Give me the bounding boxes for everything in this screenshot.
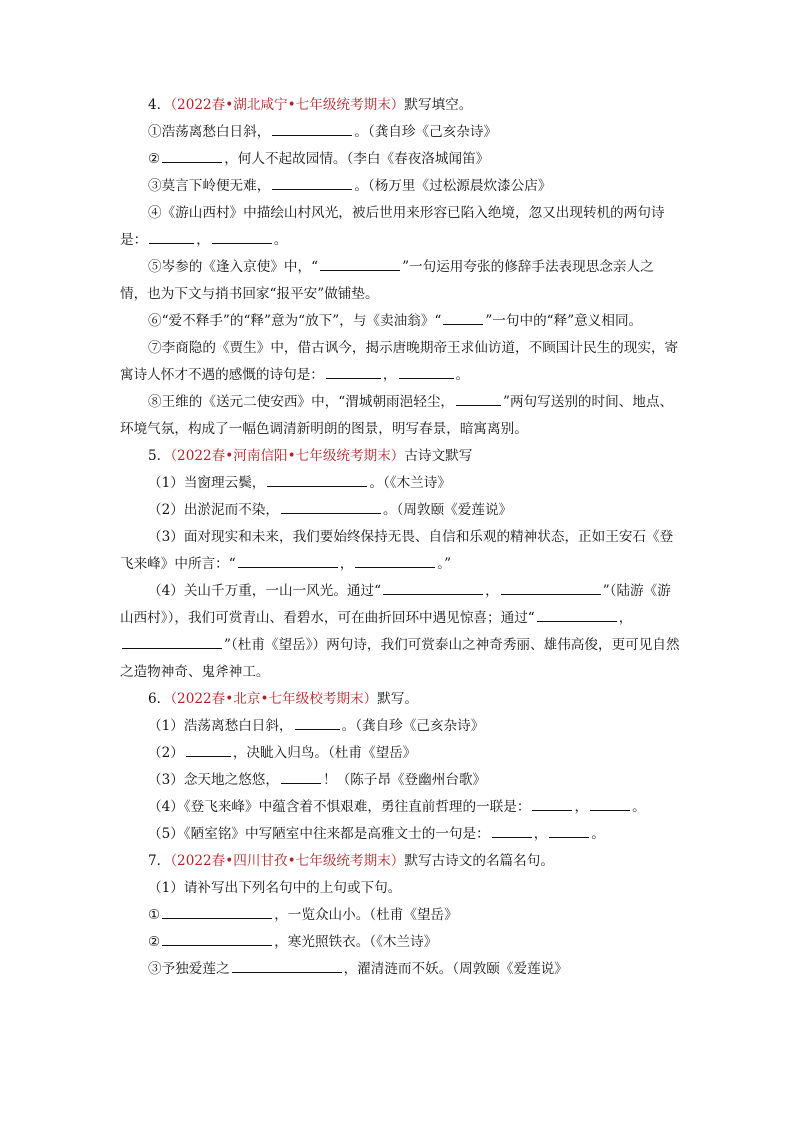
question-instruction: 默写。 xyxy=(377,691,418,707)
q6-item-5: （5）《陋室铭》中写陋室中往来都是高雅文士的一句是： ， 。 xyxy=(120,821,680,848)
question-number: 4． xyxy=(148,97,171,113)
answer-blank[interactable] xyxy=(272,175,352,190)
q4-item-7: ⑦李商隐的《贾生》中，借古讽今，揭示唐晚期帝王求仙访道，不顾国计民生的现实，寄寓诗人怀才不遇的感慨的诗句是： ， 。 xyxy=(120,340,679,383)
answer-blank[interactable] xyxy=(281,769,321,784)
answer-blank[interactable] xyxy=(149,229,194,244)
question-source: （2022春•北京•七年级校考期末） xyxy=(170,691,378,707)
question-instruction: 默写填空。 xyxy=(404,97,473,113)
answer-blank[interactable] xyxy=(355,553,435,568)
q5-item-2: （2）出淤泥而不染， 。（周敦颐《爱莲说》 xyxy=(120,497,680,524)
answer-blank[interactable] xyxy=(267,472,367,487)
answer-blank[interactable] xyxy=(383,580,483,595)
question-instruction: 古诗文默写 xyxy=(404,448,473,464)
q5-item-3: （3）面对现实和未来，我们要始终保持无畏、自信和乐观的精神状态，正如王安石《登飞来峰》中所言：“ ， 。” xyxy=(120,529,674,572)
q4-item-3: ③莫言下岭便无难， 。（杨万里《过松源晨炊漆公店》 xyxy=(120,173,680,200)
question-number: 7． xyxy=(148,853,171,869)
answer-blank[interactable] xyxy=(492,823,532,838)
answer-blank[interactable] xyxy=(281,499,381,514)
answer-blank[interactable] xyxy=(320,256,400,271)
answer-blank[interactable] xyxy=(456,391,501,406)
question-source: （2022春•四川甘孜•七年级统考期末） xyxy=(170,853,405,869)
answer-blank[interactable] xyxy=(590,796,630,811)
question-instruction: 默写古诗文的名篇名句。 xyxy=(404,853,554,869)
q4-item-5: ⑤岑参的《逢入京使》中，“ ”一句运用夸张的修辞手法表现思念亲人之情，也为下文与捎书回家“报平安”做铺垫。 xyxy=(120,254,680,308)
q4-item-1: ①浩荡离愁白日斜， 。（龚自珍《己亥杂诗》 xyxy=(120,119,680,146)
answer-blank[interactable] xyxy=(326,364,381,379)
answer-blank[interactable] xyxy=(232,958,342,973)
q7-item-3: ③予独爱莲之 ，濯清涟而不妖。（周敦颐《爱莲说》 xyxy=(120,956,680,983)
question-source: （2022春•湖北咸宁•七年级统考期末） xyxy=(170,97,405,113)
question-4-header xyxy=(120,92,680,119)
question-number: 6． xyxy=(148,691,171,707)
q7-subheading: （1）请补写出下列名句中的上句或下句。 xyxy=(148,880,402,896)
answer-blank[interactable] xyxy=(537,607,617,622)
answer-blank[interactable] xyxy=(549,823,589,838)
question-6-header xyxy=(120,686,680,713)
q6-item-3: （3）念天地之悠悠， ！（陈子昂《登幽州台歌》 xyxy=(120,767,680,794)
q4-item-8: ⑧王维的《送元二使安西》中，“渭城朝雨浥轻尘， ”两句写送别的时间、地点、环境气氛，构成了一幅色调清新明朗的图景，明写春景，暗寓离别。 xyxy=(120,389,680,443)
q6-item-2: （2） ，决眦入归鸟。（杜甫《望岳》 xyxy=(120,740,680,767)
answer-blank[interactable] xyxy=(162,904,272,919)
q6-item-1: （1）浩荡离愁白日斜， 。（龚自珍《己亥杂诗》 xyxy=(120,713,680,740)
question-number: 5． xyxy=(148,448,171,464)
answer-blank[interactable] xyxy=(162,931,272,946)
question-7-header xyxy=(120,848,680,875)
question-list xyxy=(120,92,680,983)
q4-item-4: ④《游山西村》中描绘山村风光，被后世用来形容已陷入绝境，忽又出现转机的两句诗是： ， 。 xyxy=(120,205,665,248)
answer-blank[interactable] xyxy=(532,796,572,811)
answer-blank[interactable] xyxy=(238,553,338,568)
answer-blank[interactable] xyxy=(162,148,222,163)
answer-blank[interactable] xyxy=(122,634,222,649)
answer-blank[interactable] xyxy=(212,229,272,244)
question-source: （2022春•河南信阳•七年级统考期末） xyxy=(170,448,405,464)
q5-item-1: （1）当窗理云鬓， 。（《木兰诗》 xyxy=(120,470,680,497)
q4-item-6: ⑥“爱不释手”的“释”意为“放下”，与《卖油翁》“ ”一句中的“释”意义相同。 xyxy=(120,308,680,335)
question-5-header xyxy=(120,443,680,470)
q6-item-4: （4）《登飞来峰》中蕴含着不惧艰难，勇往直前哲理的一联是： ， 。 xyxy=(120,794,680,821)
q7-item-2: ② ，寒光照铁衣。（《木兰诗》 xyxy=(120,929,680,956)
answer-blank[interactable] xyxy=(399,364,454,379)
answer-blank[interactable] xyxy=(186,742,231,757)
answer-blank[interactable] xyxy=(501,580,601,595)
q5-item-4: （4）关山千万重，一山一风光。通过“ ， ”（陆游《游山西村》），我们可赏青山、看碧水，可在曲折回环中遇见惊喜；通过“ ，”（杜甫《望岳》）两句诗，我们可赏泰山之神奇秀丽、雄伟高俊，更可见自然之造物神奇、鬼斧神工。 xyxy=(120,578,680,686)
answer-blank[interactable] xyxy=(295,715,340,730)
q4-item-2: ② ，何人不起故园情。（李白《春夜洛城闻笛》 xyxy=(120,146,680,173)
answer-blank[interactable] xyxy=(272,121,352,136)
answer-blank[interactable] xyxy=(443,310,483,325)
q7-item-1: ① ，一览众山小。（杜甫《望岳》 xyxy=(120,902,680,929)
